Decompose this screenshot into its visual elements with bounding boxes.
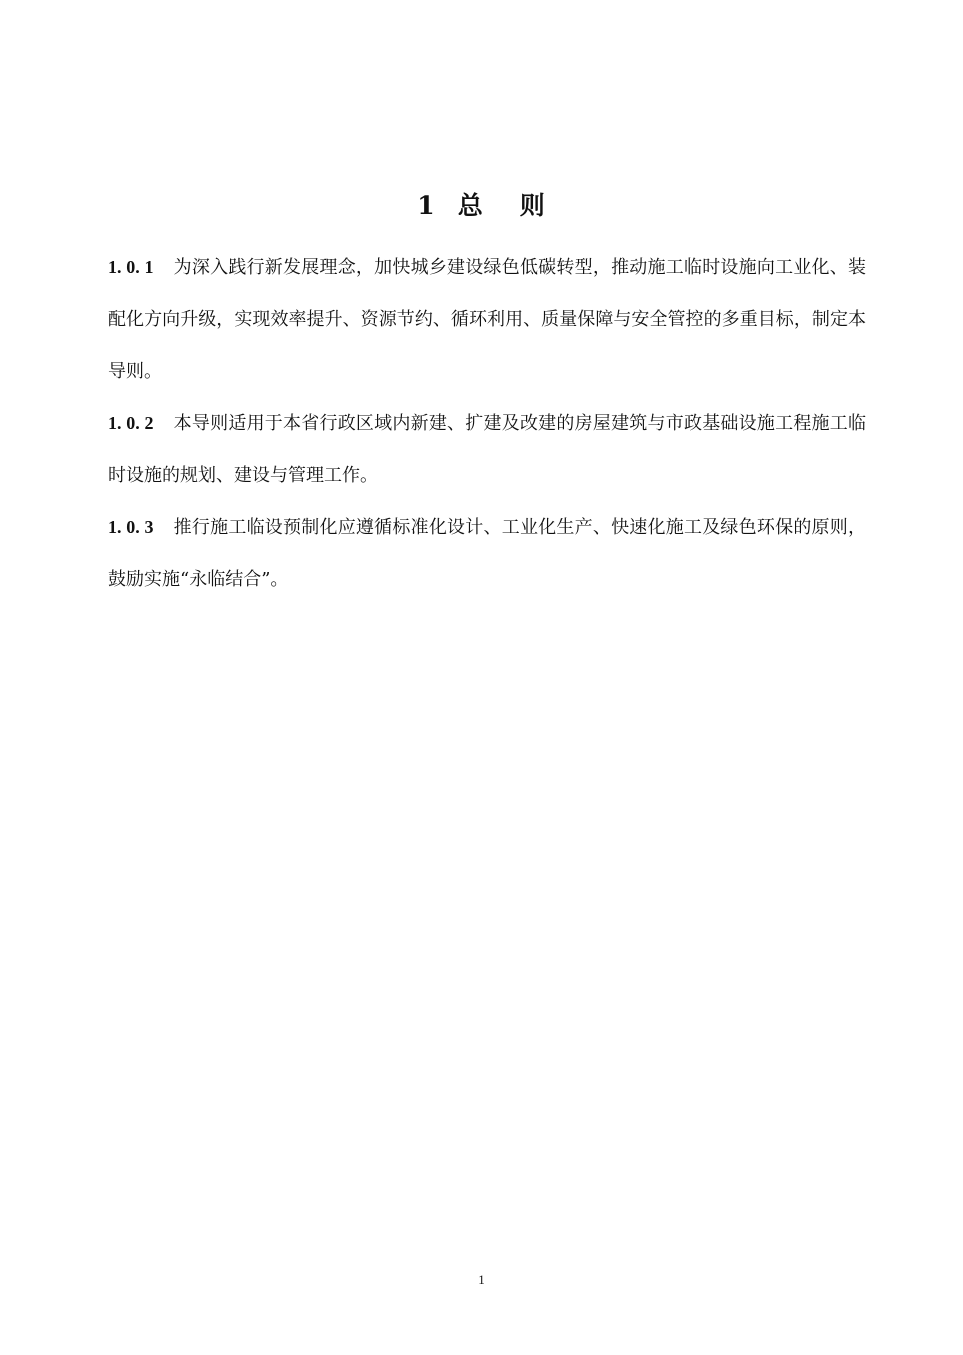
chapter-title-char-1: 总 (457, 191, 484, 220)
clause-1-0-1 (108, 241, 866, 398)
chapter-number: 1 (417, 191, 436, 220)
page-number: 1 (478, 1272, 485, 1287)
clause-1-0-2 (108, 397, 866, 502)
clause-text: 推行施工临设预制化应遵循标准化设计、工业化生产、快速化施工及绿色环保的原则，鼓励实施“永临结合”。 (108, 517, 866, 590)
chapter-title-char-2: 则 (519, 191, 546, 220)
chapter-title (0, 186, 963, 226)
clause-number: 1. 0. 2 (108, 413, 154, 433)
clause-text: 本导则适用于本省行政区域内新建、扩建及改建的房屋建筑与市政基础设施工程施工临时设施的规划、建设与管理工作。 (108, 413, 866, 486)
clause-1-0-3 (108, 501, 866, 606)
clause-number: 1. 0. 3 (108, 517, 154, 537)
clause-number: 1. 0. 1 (108, 257, 154, 277)
clause-text: 为深入践行新发展理念，加快城乡建设绿色低碳转型，推动施工临时设施向工业化、装配化方向升级，实现效率提升、资源节约、循环利用、质量保障与安全管控的多重目标，制定本导则。 (108, 257, 866, 382)
